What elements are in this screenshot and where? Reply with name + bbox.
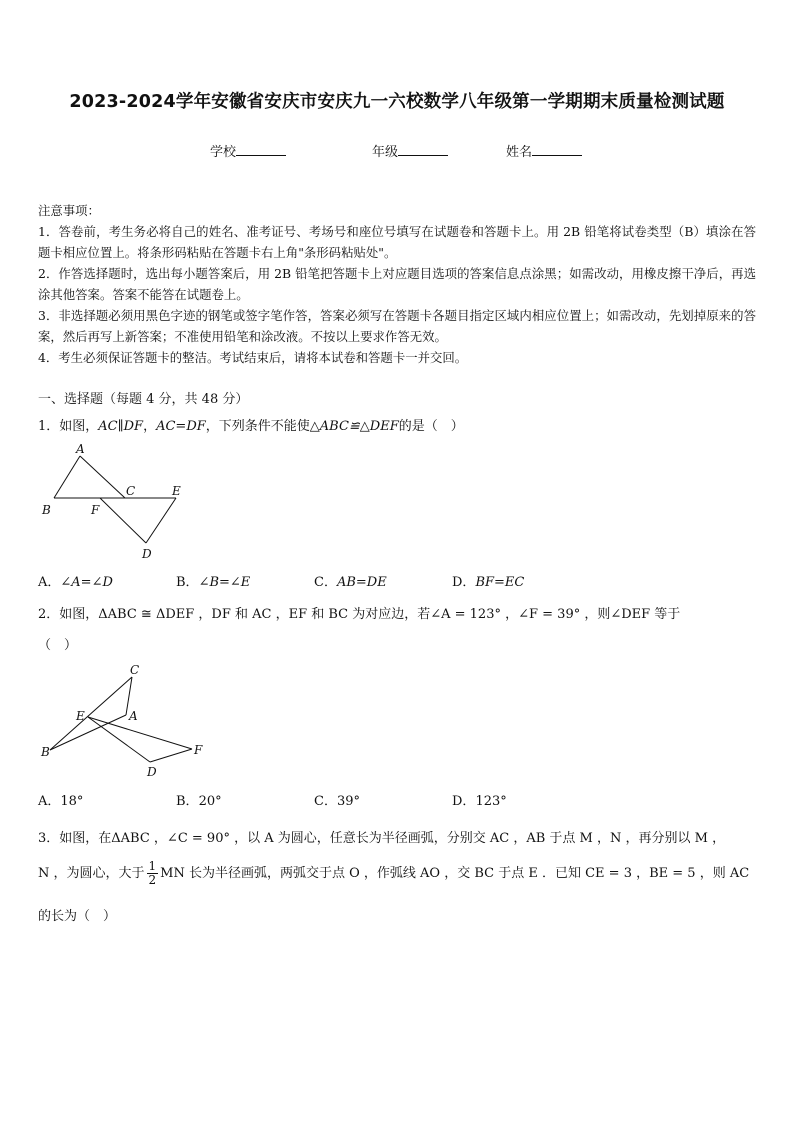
notice-block xyxy=(38,200,756,368)
school-blank[interactable] xyxy=(236,143,286,156)
notice-heading: 注意事项： xyxy=(38,203,100,218)
q2-label-c: C xyxy=(130,663,140,677)
question-2-stem: 2．如图，ΔABC ≅ ΔDEF ，DF 和 AC ，EF 和 BC 为对应边，若∠A = 123° ，∠F = 39° ，则∠DEF 等于 xyxy=(38,607,681,622)
grade-field: 年级 xyxy=(372,141,448,160)
q1-label-e: E xyxy=(172,484,181,498)
school-field: 学校 xyxy=(210,141,286,160)
grade-blank[interactable] xyxy=(398,143,448,156)
q2-label-e: E xyxy=(76,709,85,723)
q2-label-d: D xyxy=(147,765,157,779)
question-2-paren: （ ） xyxy=(38,638,78,653)
q2-label-f: F xyxy=(194,743,203,757)
question-1-figure xyxy=(38,440,198,565)
q2-segment-bc xyxy=(50,677,132,750)
question-3-line-3: 的长为（ ） xyxy=(38,909,117,924)
name-blank[interactable] xyxy=(532,143,582,156)
q1-segment-fd xyxy=(100,498,146,543)
notice-item-3: 3．非选择题必须用黑色字迹的钢笔或签字笔作答，答案必须写在答题卡各题目指定区域内相应位置上；如需改动，先划掉原来的答案，然后再写上新答案；不准使用铅笔和涂改液。不按以上要求作答无效。 xyxy=(38,308,756,344)
q1-label-a: A xyxy=(76,442,85,456)
question-1-stem: 1．如图，AC∥DF，AC=DF，下列条件不能使△ABC≌△DEF的是（ ） xyxy=(38,419,464,434)
q2-option-d[interactable]: D．123° xyxy=(452,794,507,809)
q2-segment-ba xyxy=(50,715,126,750)
notice-item-1: 1．答卷前，考生务必将自己的姓名、准考证号、考场号和座位号填写在试题卷和答题卡上。用 2B 铅笔将试卷类型（B）填涂在答题卡相应位置上。将条形码粘贴在答题卡右上角"条形码粘贴处"。 xyxy=(38,224,756,260)
q1-option-d[interactable]: D．BF=EC xyxy=(452,575,525,590)
q1-label-f: F xyxy=(91,503,100,517)
question-3-line-1: 3．如图，在ΔABC ，∠C = 90° ，以 A 为圆心，任意长为半径画弧，分别交 AC ，AB 于点 M ，N ，再分别以 M ， xyxy=(38,831,726,846)
fraction-one-half: $\frac{1}{2}$ xyxy=(148,859,157,887)
q2-option-b[interactable]: B．20° xyxy=(176,794,222,809)
q1-label-b: B xyxy=(42,503,51,517)
q1-option-a[interactable]: A．∠A=∠D xyxy=(38,575,113,590)
q2-segment-ef xyxy=(88,717,192,749)
question-3-line-2: N ，为圆心，大于 $\frac{1}{2}$ MN 长为半径画弧，两弧交于点 O ，作弧线 AO ，交 BC 于点 E ．已知 CE = 3 ，BE = 5 ，则 AC xyxy=(38,859,750,887)
q2-label-b: B xyxy=(41,745,50,759)
section-heading: 一、选择题（每题 4 分，共 48 分） xyxy=(38,392,249,407)
q1-option-c[interactable]: C．AB=DE xyxy=(314,575,387,590)
q2-label-a: A xyxy=(129,709,138,723)
q2-segment-ed xyxy=(88,717,150,762)
q1-segment-ac xyxy=(80,456,125,498)
q1-label-c: C xyxy=(126,484,136,498)
notice-item-4: 4．考生必须保证答题卡的整洁。考试结束后，请将本试卷和答题卡一并交回。 xyxy=(38,350,468,365)
name-field: 姓名 xyxy=(506,141,582,160)
q1-label-d: D xyxy=(142,547,152,561)
q2-segment-df xyxy=(150,749,192,762)
question-2-figure xyxy=(38,660,213,785)
q2-option-c[interactable]: C．39° xyxy=(314,794,360,809)
q2-option-a[interactable]: A．18° xyxy=(38,794,84,809)
q1-segment-ab xyxy=(54,456,80,498)
page-title: 2023-2024学年安徽省安庆市安庆九一六校数学八年级第一学期期末质量检测试题 xyxy=(69,92,725,112)
q1-option-b[interactable]: B．∠B=∠E xyxy=(176,575,251,590)
q1-segment-de xyxy=(146,498,176,543)
notice-item-2: 2．作答选择题时，选出每小题答案后，用 2B 铅笔把答题卡上对应题目选项的答案信息点涂黑；如需改动，用橡皮擦干净后，再选涂其他答案。答案不能答在试题卷上。 xyxy=(38,266,756,302)
